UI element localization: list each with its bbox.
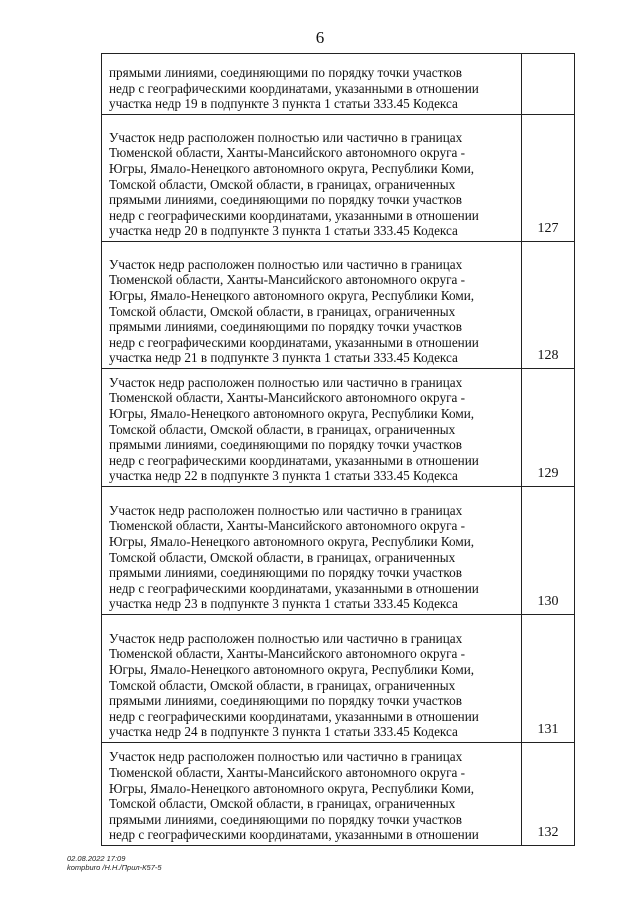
row-text: Участок недр расположен полностью или частично в границах Тюменской области, Ханты-Мансийского автономного округа - Югры, Ямало-Ненецкого автономного округа, Республики Коми, Томской области, Омской области, в границах, ограниченных прямыми линиями, соединяющими по порядку точки участков недр с географическими координатами, указанными в отношении участка недр 22 в подпункте 3 пункта 1 статьи 333.45 Кодекса xyxy=(102,369,522,487)
document-footer xyxy=(67,854,162,872)
row-number: 128 xyxy=(522,242,575,369)
row-number: 132 xyxy=(522,743,575,846)
page-number: 6 xyxy=(315,28,325,47)
table-row xyxy=(102,615,575,743)
footer-timestamp: 02.08.2022 17:09 xyxy=(67,854,126,863)
table-row xyxy=(102,242,575,369)
table-row xyxy=(102,115,575,242)
row-text: Участок недр расположен полностью или частично в границах Тюменской области, Ханты-Мансийского автономного округа - Югры, Ямало-Ненецкого автономного округа, Республики Коми, Томской области, Омской области, в границах, ограниченных прямыми линиями, соединяющими по порядку точки участков недр с географическими координатами, указанными в отношении участка недр 20 в подпункте 3 пункта 1 статьи 333.45 Кодекса xyxy=(102,115,522,242)
row-number xyxy=(522,54,575,115)
row-number: 130 xyxy=(522,487,575,615)
table-row xyxy=(102,369,575,487)
table-row xyxy=(102,743,575,846)
row-text: Участок недр расположен полностью или частично в границах Тюменской области, Ханты-Мансийского автономного округа - Югры, Ямало-Ненецкого автономного округа, Республики Коми, Томской области, Омской области, в границах, ограниченных прямыми линиями, соединяющими по порядку точки участков недр с географическими координатами, указанными в отношении участка недр 24 в подпункте 3 пункта 1 статьи 333.45 Кодекса xyxy=(102,615,522,743)
document-table xyxy=(101,53,575,846)
row-number: 127 xyxy=(522,115,575,242)
row-number: 131 xyxy=(522,615,575,743)
footer-reference: kompburo /Н.Н./Прил-К57-5 xyxy=(67,863,162,872)
table-row xyxy=(102,54,575,115)
table-row xyxy=(102,487,575,615)
row-text: прямыми линиями, соединяющими по порядку точки участков недр с географическими координатами, указанными в отношении участка недр 19 в подпункте 3 пункта 1 статьи 333.45 Кодекса xyxy=(102,54,522,115)
row-text: Участок недр расположен полностью или частично в границах Тюменской области, Ханты-Мансийского автономного округа - Югры, Ямало-Ненецкого автономного округа, Республики Коми, Томской области, Омской области, в границах, ограниченных прямыми линиями, соединяющими по порядку точки участков недр с географическими координатами, указанными в отношении участка недр 23 в подпункте 3 пункта 1 статьи 333.45 Кодекса xyxy=(102,487,522,615)
row-number: 129 xyxy=(522,369,575,487)
row-text: Участок недр расположен полностью или частично в границах Тюменской области, Ханты-Мансийского автономного округа - Югры, Ямало-Ненецкого автономного округа, Республики Коми, Томской области, Омской области, в границах, ограниченных прямыми линиями, соединяющими по порядку точки участков недр с географическими координатами, указанными в отношении xyxy=(102,743,522,846)
row-text: Участок недр расположен полностью или частично в границах Тюменской области, Ханты-Мансийского автономного округа - Югры, Ямало-Ненецкого автономного округа, Республики Коми, Томской области, Омской области, в границах, ограниченных прямыми линиями, соединяющими по порядку точки участков недр с географическими координатами, указанными в отношении участка недр 21 в подпункте 3 пункта 1 статьи 333.45 Кодекса xyxy=(102,242,522,369)
